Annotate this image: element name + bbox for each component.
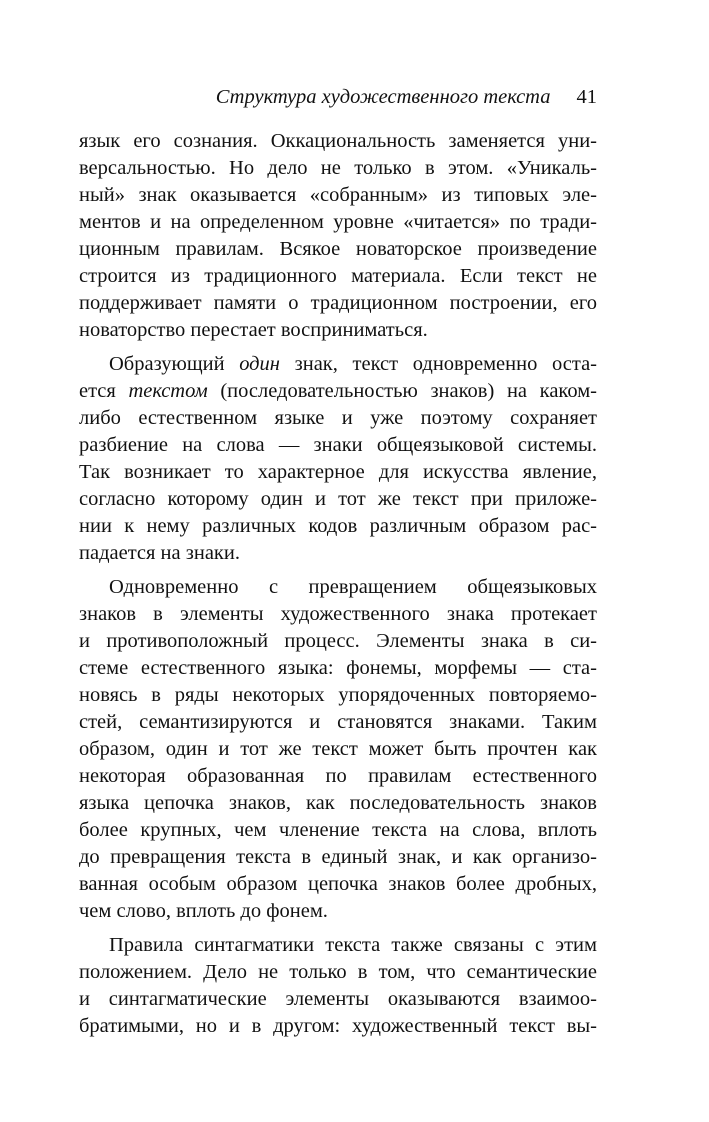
paragraph xyxy=(79,574,597,925)
paragraph xyxy=(79,351,597,567)
text-line: падается на знаки. xyxy=(79,542,240,564)
text-line: Одновременно с превращением общеязыковых xyxy=(109,576,597,598)
text-run: ется xyxy=(79,380,129,402)
text-line: стеме естественного языка: фонемы, морфемы — ста- xyxy=(79,657,597,679)
text-line: чем слово, вплоть до фонем. xyxy=(79,900,328,922)
text-line: ванная особым образом цепочка знаков более дробных, xyxy=(79,873,597,895)
text-line: согласно которому один и тот же текст при приложе- xyxy=(79,488,597,510)
text-line: положением. Дело не только в том, что семантические xyxy=(79,961,597,983)
text-line xyxy=(79,351,597,378)
text-line: Так возникает то характерное для искусства явление, xyxy=(79,461,597,483)
text-line: братимыми, но и в другом: художественный текст вы- xyxy=(79,1015,597,1037)
text-line: языка цепочка знаков, как последовательность знаков xyxy=(79,792,597,814)
text-line: до превращения текста в единый знак, и как организо- xyxy=(79,846,597,868)
text-line: строится из традиционного материала. Если текст не xyxy=(79,265,597,287)
paragraph xyxy=(79,932,597,1040)
text-line: более крупных, чем членение текста на слова, вплоть xyxy=(79,819,597,841)
text-line: образом, один и тот же текст может быть прочтен как xyxy=(79,738,597,760)
text-line: разбиение на слова — знаки общеязыковой системы. xyxy=(79,434,597,456)
text-line: версальностью. Но дело не только в этом. «Уникаль- xyxy=(79,157,597,179)
text-line: нии к нему различных кодов различным образом рас- xyxy=(79,515,597,537)
text-line: и синтагматические элементы оказываются взаимоо- xyxy=(79,988,597,1010)
running-header xyxy=(216,84,597,110)
text-run: (последовательностью знаков) на каком- xyxy=(207,380,597,402)
text-line: и противоположный процесс. Элементы знака в си- xyxy=(79,630,597,652)
paragraph xyxy=(79,128,597,344)
emphasis: один xyxy=(239,353,280,375)
text-run: Образующий xyxy=(109,353,240,375)
text-line: ный» знак оказывается «собранным» из типовых эле- xyxy=(79,184,597,206)
text-line: ционным правилам. Всякое новаторское произведение xyxy=(79,238,597,260)
running-title: Структура художественного текста xyxy=(215,86,551,108)
text-line xyxy=(79,378,597,405)
emphasis: текстом xyxy=(128,380,208,402)
text-line: язык его сознания. Оккациональность заменяется уни- xyxy=(79,130,597,152)
text-line: знаков в элементы художественного знака протекает xyxy=(79,603,597,625)
text-line: стей, семантизируются и становятся знаками. Таким xyxy=(79,711,597,733)
text-line: ментов и на определенном уровне «читается» по тради- xyxy=(79,211,597,233)
text-line: новясь в ряды некоторых упорядоченных повторяемо- xyxy=(79,684,597,706)
text-line: поддерживает памяти о традиционном построении, его xyxy=(79,292,597,314)
text-line: Правила синтагматики текста также связаны с этим xyxy=(109,934,597,956)
text-line: некоторая образованная по правилам естественного xyxy=(79,765,597,787)
page-number: 41 xyxy=(576,86,597,108)
text-line: либо естественном языке и уже поэтому сохраняет xyxy=(79,407,597,429)
page-body xyxy=(79,128,597,1047)
text-run: знак, текст одновременно оста- xyxy=(279,353,597,375)
text-line: новаторство перестает восприниматься. xyxy=(79,319,428,341)
